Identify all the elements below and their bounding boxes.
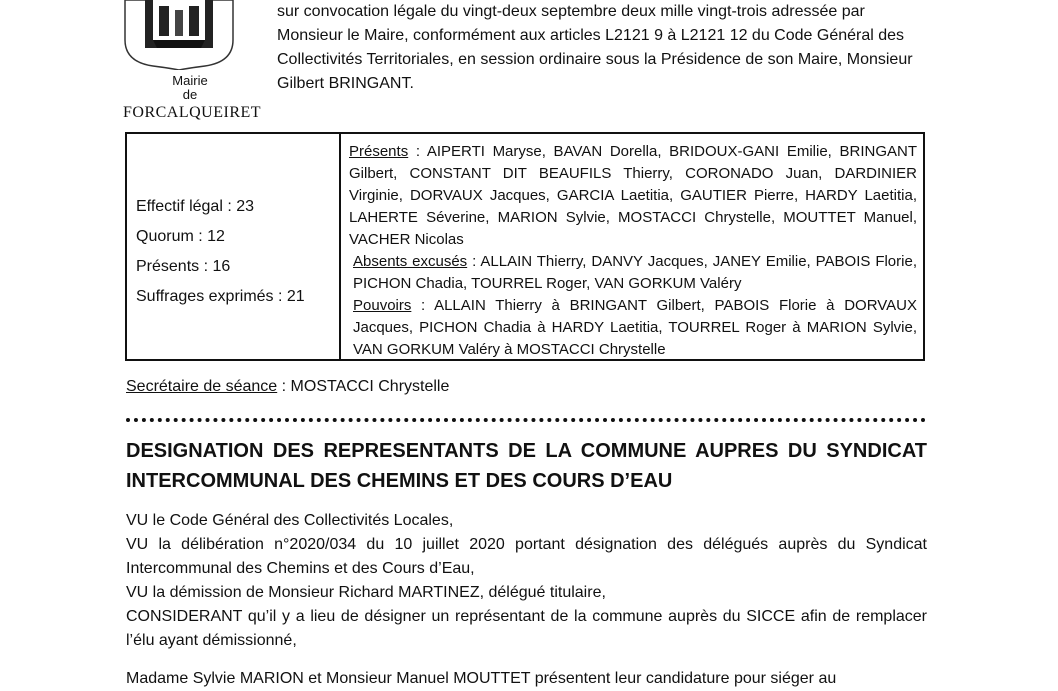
attendance-table (125, 132, 925, 361)
absents-paragraph (349, 251, 917, 295)
presents-paragraph (349, 141, 917, 251)
pouvoirs-list: : ALLAIN Thierry à BRINGANT Gilbert, PABOIS Florie à DORVAUX Jacques, PICHON Chadia à HARDY Laetitia, TOURREL Roger à MARION Sylvie, VAN GORKUM Valéry à MOSTACCI Chrystelle (353, 297, 917, 358)
presents-label: Présents (349, 143, 409, 160)
deliberation-title: DESIGNATION DES REPRESENTANTS DE LA COMMUNE AUPRES DU SYNDICAT INTERCOMMUNAL DES CHEMINS ET DES COURS D’EAU (126, 440, 927, 492)
considerant: CONSIDERANT qu’il y a lieu de désigner un représentant de la commune auprès du SICCE afin de remplacer l’élu ayant démissionné, (126, 608, 927, 649)
presents-list: : AIPERTI Maryse, BAVAN Dorella, BRIDOUX-GANI Emilie, BRINGANT Gilbert, CONSTANT DIT BEAUFILS Thierry, CORONADO Juan, DARDINIER Virginie, DORVAUX Jacques, GARCIA Laetitia, GAUTIER Pierre, HARDY Laetitia, LAHERTE Séverine, MARION Sylvie, MOSTACCI Chrystelle, MOUTTET Manuel, VACHER Nicolas (349, 143, 917, 248)
quorum: Quorum : 12 (136, 228, 225, 245)
vu-demission: VU la démission de Monsieur Richard MARTINEZ, délégué titulaire, (126, 584, 606, 601)
absents-label: Absents excusés (353, 253, 468, 270)
candidature: Madame Sylvie MARION et Monsieur Manuel MOUTTET présentent leur candidature pour siéger au (126, 670, 837, 687)
convocation-text: sur convocation légale du vingt-deux septembre deux mille vingt-trois adressée par Monsieur le Maire, conformément aux articles L2121 9 à L2121 12 du Code Général des Collectivités Territoriales, en session ordinaire sous la Présidence de son Maire, Monsieur Gilbert BRINGANT. (277, 3, 913, 92)
effectif-legal: Effectif légal : 23 (136, 198, 254, 215)
logo-caption-de: de (182, 87, 198, 102)
pouvoirs-label: Pouvoirs (353, 297, 412, 314)
dotted-separator (126, 418, 926, 422)
vu-deliberation: VU la délibération n°2020/034 du 10 juillet 2020 portant désignation des délégués auprès du Syndicat Intercommunal des Chemins et des Cours d’Eau, (126, 536, 927, 577)
absents-list: : ALLAIN Thierry, DANVY Jacques, JANEY Emilie, PABOIS Florie, PICHON Chadia, TOURREL Roger, VAN GORKUM Valéry (353, 253, 917, 292)
secretaire-value: : MOSTACCI Chrystelle (277, 378, 450, 395)
table-divider (339, 134, 341, 359)
attendance-stats (136, 192, 305, 312)
commune-name: FORCALQUEIRET (123, 104, 262, 121)
convocation-paragraph (277, 0, 927, 96)
logo-caption-mairie: Mairie (172, 73, 208, 88)
deliberation-body (126, 509, 927, 691)
commune-crest-logo (123, 0, 235, 70)
vu-code-general: VU le Code Général des Collectivités Locales, (126, 512, 454, 529)
secretaire-line (126, 376, 449, 398)
secretaire-label: Secrétaire de séance (126, 378, 278, 395)
presents-count: Présents : 16 (136, 258, 231, 275)
attendance-members (349, 141, 917, 361)
pouvoirs-paragraph (349, 295, 917, 361)
suffrages-exprimes: Suffrages exprimés : 21 (136, 288, 305, 305)
